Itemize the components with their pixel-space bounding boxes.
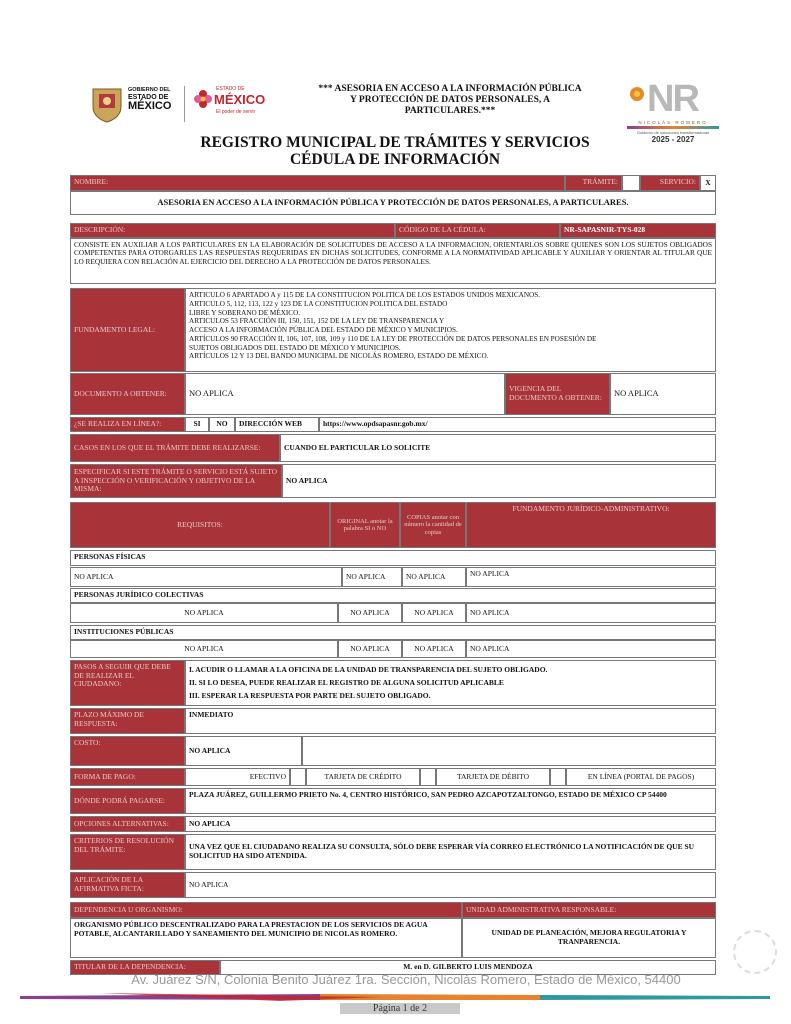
- vigencia-value: NO APLICA: [610, 373, 716, 415]
- header-notice: *** ASESORIA EN ACCESO A LA INFORMACIÓN PÚBLICA Y PROTECCIÓN DE DATOS PERSONALES, A PARTICULARES.***: [318, 84, 582, 116]
- requisitos-header: REQUISITOS:: [70, 502, 330, 548]
- nombre-value: ASESORIA EN ACCESO A LA INFORMACIÓN PÚBLICA Y PROTECCIÓN DE DATOS PERSONALES, A PARTICULARES.: [70, 191, 716, 215]
- tramite-label: TRÁMITE:: [565, 175, 622, 191]
- fisicas-original: NO APLICA: [342, 567, 402, 587]
- mexico-brand-logo: ESTADO DE MÉXICO El poder de servir: [192, 84, 272, 124]
- titular-label: TITULAR DE LA DEPENDENCIA:: [70, 960, 220, 975]
- juridico-copias: NO APLICA: [402, 603, 466, 623]
- fisicas-copias: NO APLICA: [402, 567, 466, 587]
- forma-credito-box: [420, 768, 436, 786]
- plazo-label: PLAZO MÁXIMO DE RESPUESTA:: [70, 708, 185, 734]
- plazo-value: INMEDIATO: [185, 708, 716, 734]
- pasos-value: I. ACUDIR O LLAMAR A LA OFICINA DE LA UNIDAD DE TRANSPARENCIA DEL SUJETO OBLIGADO. II. SI LO DESEA, PUEDE REALIZAR EL REGISTRO DE ALGUNA SOLICITUD APLICABLE III. ESPERAR LA RESPUESTA POR PARTE DEL SUJETO OBLIGADO.: [185, 660, 716, 706]
- linea-label: ¿SE REALIZA EN LÍNEA?:: [70, 417, 185, 432]
- opciones-label: OPCIONES ALTERNATIVAS:: [70, 816, 185, 832]
- state-seal: [90, 85, 124, 123]
- documento-label: DOCUMENTO A OBTENER:: [70, 373, 185, 415]
- criterios-value: UNA VEZ QUE EL CIUDADANO REALIZA SU CONSULTA, SÓLO DEBE ESPERAR VÍA CORREO ELECTRÓNICO LA NOTIFICACIÓN DE QUE SU SOLICITUD HA SIDO ATENDIDA.: [185, 834, 716, 870]
- forma-debito-box: [550, 768, 566, 786]
- opciones-value: NO APLICA: [185, 816, 716, 832]
- dependencia-label: DEPENDENCIA U ORGANISMO:: [70, 902, 462, 918]
- fisicas-label: PERSONAS FÍSICAS: [70, 550, 716, 566]
- especificar-label: ESPECIFICAR SI ESTE TRÁMITE O SERVICIO ESTÁ SUJETO A INSPECCIÓN O VERIFICACIÓN Y OBJETIVO DE LA MISMA:: [70, 464, 282, 498]
- donde-label: DÓNDE PODRÁ PAGARSE:: [70, 788, 185, 814]
- flower-icon: [192, 88, 214, 110]
- descripcion-value: CONSISTE EN AUXILIAR A LOS PARTICULARES EN LA ELABORACIÓN DE SOLICITUDES DE ACCESO A LA INFORMACION, ORIENTARLOS SOBRE QUIENES SON LOS SUJETOS OBLIGADOS COMPETENTES PARA OTORGARLES LAS RESPUESTAS REQUERIDAS EN DICHAS SOLICITUDES, CONFORME A LA NORMATIVIDAD APLICABLE Y AUXILIAR Y ORIENTAR AL TITULAR QUE LO REQUIERA CON RELACIÓN AL EJERCICIO DEL DERECHO A LA PROTECCIÓN DE DATOS PERSONALES.: [70, 238, 716, 284]
- fundamento-label: FUNDAMENTO LEGAL:: [70, 288, 185, 372]
- criterios-label: CRITERIOS DE RESOLUCIÓN DEL TRÁMITE:: [70, 834, 185, 870]
- dependencia-value: ORGANISMO PÚBLICO DESCENTRALIZADO PARA LA PRESTACION DE LOS SERVICIOS DE AGUA POTABLE, ALCANTARILLADO Y SANEAMIENTO DEL MUNICIPIO DE NICOLAS ROMERO.: [70, 918, 462, 958]
- donde-value: PLAZA JUÁREZ, GUILLERMO PRIETO No. 4, CENTRO HISTÓRICO, SAN PEDRO AZCAPOTZALTONGO, ESTADO DE MÉXICO CP 54400: [185, 788, 716, 814]
- servicio-checkbox: X: [700, 175, 716, 191]
- fisicas-fundamento: NO APLICA: [466, 567, 716, 587]
- titular-value: M. en D. GILBERTO LUIS MENDOZA: [220, 960, 716, 975]
- copias-header: COPIAS anotar con número la cantidad de copias: [400, 502, 466, 548]
- juridico-original: NO APLICA: [338, 603, 402, 623]
- pasos-label: PASOS A SEGUIR QUE DEBE DE REALIZAR EL CIUDADANO:: [70, 660, 185, 706]
- direccion-label: DIRECCIÓN WEB: [235, 417, 319, 432]
- unidad-label: UNIDAD ADMINISTRATIVA RESPONSABLE:: [462, 902, 716, 918]
- document-title: REGISTRO MUNICIPAL DE TRÁMITES Y SERVICIOS CÉDULA DE INFORMACIÓN: [200, 134, 590, 169]
- forma-efectivo: EFECTIVO: [185, 768, 290, 786]
- vigencia-label: VIGENCIA DEL DOCUMENTO A OBTENER:: [505, 373, 610, 415]
- forma-debito: TARJETA DE DÉBITO: [436, 768, 550, 786]
- tramite-checkbox: [622, 175, 640, 191]
- costo-blank: [302, 736, 716, 766]
- costo-label: COSTO:: [70, 736, 185, 766]
- footer-color-bar: [20, 990, 770, 1004]
- nombre-label: NOMBRE:: [70, 175, 565, 191]
- sun-icon: [625, 82, 649, 106]
- instituciones-requisito: NO APLICA: [70, 640, 338, 658]
- linea-si: SI: [185, 417, 209, 432]
- state-government-logo-text: GOBIERNO DEL ESTADO DE MÉXICO: [128, 87, 172, 112]
- forma-label: FORMA DE PAGO:: [70, 768, 185, 786]
- unidad-value: UNIDAD DE PLANEACIÓN, MEJORA REGULATORIA Y TRANPARENCIA.: [462, 918, 716, 958]
- page-number: Página 1 de 2: [340, 1003, 460, 1014]
- codigo-label: CÓDIGO DE LA CÉDULA:: [395, 223, 560, 238]
- instituciones-label: INSTITUCIONES PÚBLICAS: [70, 625, 716, 640]
- instituciones-fundamento: NO APLICA: [466, 640, 716, 658]
- juridico-requisito: NO APLICA: [70, 603, 338, 623]
- stamp-watermark: [733, 930, 777, 974]
- especificar-value: NO APLICA: [282, 464, 716, 498]
- documento-value: NO APLICA: [185, 373, 505, 415]
- forma-en-linea: EN LÍNEA (PORTAL DE PAGOS): [566, 768, 716, 786]
- afirmativa-value: NO APLICA: [185, 872, 716, 898]
- direccion-value: https://www.opdsapasnr.gob.mx/: [319, 417, 716, 432]
- juridico-fundamento: NO APLICA: [466, 603, 716, 623]
- fundamento-value: ARTICULO 6 APARTADO A y 115 DE LA CONSTITUCION POLITICA DE LOS ESTADOS UNIDOS MEXICANOS. ARTICULO 5, 112, 113, 122 y 123 DE LA CONSTITUCION POLITICA DEL ESTADO LIBRE Y SOBERANO DE MÉXICO. ARTICULOS 53 FRACCIÓN III, 150, 151, 152 DE LA LEY DE TRANSPARENCIA Y ACCESO A LA INFORMACIÓN PÚBLICA DEL ESTADO DE MÉXICO Y MUNICIPIOS. ARTÍCULOS 90 FRACCIÓN II, 106, 107, 108, 109 y 110 DE LA LEY DE PROTECCIÓN DE DATOS PERSONALES EN POSESIÓN DE SUJETOS OBLIGADOS DEL ESTADO DE MÉXICO Y MUNICIPIOS. ARTÍCULOS 12 Y 13 DEL BANDO MUNICIPAL DE NICOLÁS ROMERO, ESTADO DE MÉXICO.: [185, 288, 716, 372]
- servicio-label: SERVICIO:: [640, 175, 700, 191]
- logo-divider: [184, 86, 185, 122]
- linea-no: NO: [209, 417, 235, 432]
- casos-label: CASOS EN LOS QUE EL TRÁMITE DEBE REALIZARSE:: [70, 434, 280, 462]
- forma-efectivo-box: [290, 768, 306, 786]
- fundamento-juridico-header: FUNDAMENTO JURÍDICO-ADMINISTRATIVO:: [466, 502, 716, 548]
- instituciones-original: NO APLICA: [338, 640, 402, 658]
- nr-municipal-logo: NR NICOLÁS ROMERO Gobierno de soluciones transformadoras 2025 - 2027: [625, 78, 721, 148]
- juridico-label: PERSONAS JURÍDICO COLECTIVAS: [70, 588, 716, 603]
- costo-value: NO APLICA: [185, 736, 302, 766]
- instituciones-copias: NO APLICA: [402, 640, 466, 658]
- codigo-value: NR-SAPASNIR-TYS-028: [560, 223, 716, 238]
- casos-value: CUANDO EL PARTICULAR LO SOLICITE: [280, 434, 716, 462]
- footer-address: Av. Juárez S/N, Colonia Benito Juárez 1ra. Sección, Nicolás Romero, Estado de México, 54400: [131, 972, 681, 987]
- descripcion-label: DESCRIPCIÓN:: [70, 223, 395, 238]
- afirmativa-label: APLICACIÓN DE LA AFIRMATIVA FICTA:: [70, 872, 185, 898]
- forma-credito: TARJETA DE CRÉDITO: [306, 768, 420, 786]
- logo-color-band: [627, 126, 719, 129]
- fisicas-requisito: NO APLICA: [70, 567, 342, 587]
- original-header: ORIGINAL anotar la palabra SI o NO: [330, 502, 400, 548]
